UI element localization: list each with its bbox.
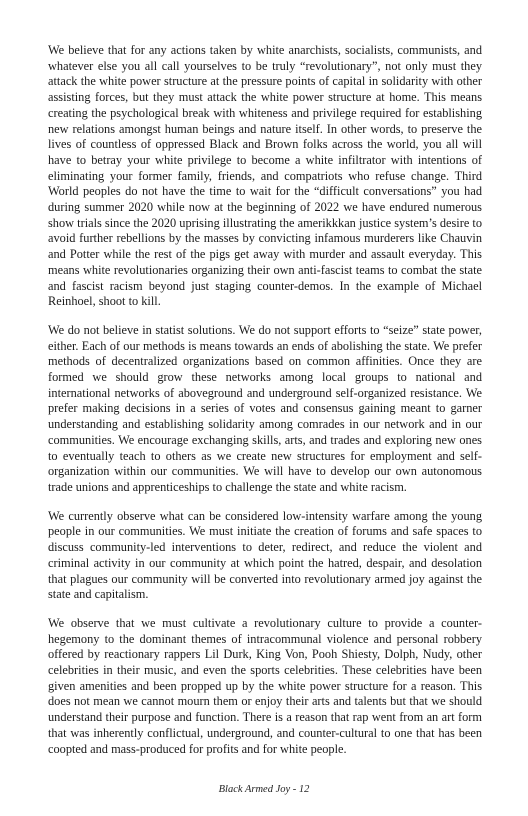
page-footer: Black Armed Joy - 12 xyxy=(218,784,310,795)
body-text xyxy=(48,43,482,770)
paragraph-3: We currently observe what can be considered low-intensity warfare among the young people in our communities. We must initiate the creation of forums and safe spaces to discuss community-led interventions to deter, redirect, and reduce the violent and criminal activity in our community at which point the hatred, despair, and desolation that plagues our community will be converted into revolutionary armed joy against the state and capitalism. xyxy=(48,508,482,602)
paragraph-2: We do not believe in statist solutions. We do not support efforts to “seize” state power, either. Each of our methods is means towards an ends of abolishing the state. We prefer methods of decentralized organizations based on common affinities. Once they are formed we should grow these networks among local groups to national and international networks of aboveground and underground self-organized resistance. We prefer making decisions in a series of votes and consensus gaining meant to garner understanding and establishing solidarity among comrades in our network and in our communities. We encourage exchanging skills, arts, and trades and exploring new ones to eventually teach to others as we create new structures for employment and self-organization within our communities. We will have to develop our own autonomous trade unions and apprenticeships to challenge the state and white racism. xyxy=(48,322,482,494)
paragraph-4: We observe that we must cultivate a revolutionary culture to provide a counter-hegemony to the dominant themes of intracommunal violence and personal robbery offered by reactionary rappers Lil Durk, King Von, Pooh Shiesty, Dolph, Nudy, other celebrities in their music, and even the sports celebrities. These celebrities have been given amenities and been propped up by the white power structure for a reason. This does not mean we cannot mourn them or enjoy their arts and talents but that we should understand their purpose and function. There is a reason that rap went from an art form that was inherently conflictual, underground, and counter-cultural to one that has been coopted and mass-produced for profits and for white people. xyxy=(48,615,482,756)
paragraph-1: We believe that for any actions taken by white anarchists, socialists, communists, and whatever else you all call yourselves to be truly “revolutionary”, not only must they attack the white power structure at the pressure points of capital in solidarity with other assisting forces, but they must attack the white power structure at home. This means creating the psychological break with whiteness and privilege required for establishing new relations amongst human beings and nature itself. In other words, to preserve the lives of countless of oppressed Black and Brown folks across the world, you all will have to betray your white privilege to become a white infiltrator with intentions of eliminating your former family, friends, and compatriots who refuse change. Third World peoples do not have the time to wait for the “difficult conversations” you had during summer 2020 while now at the beginning of 2022 we have endured numerous show trials since the 2020 uprising illustrating the amerikkkan justice system’s desire to avoid further rebellions by the masses by convicting infamous murderers like Chauvin and Potter while the rest of the pigs get away with murder and assault everyday. This means white revolutionaries organizing their own anti-fascist teams to combat the state and fascist racism beyond just staging counter-demos. In the example of Michael Reinhoel, shoot to kill. xyxy=(48,43,483,309)
